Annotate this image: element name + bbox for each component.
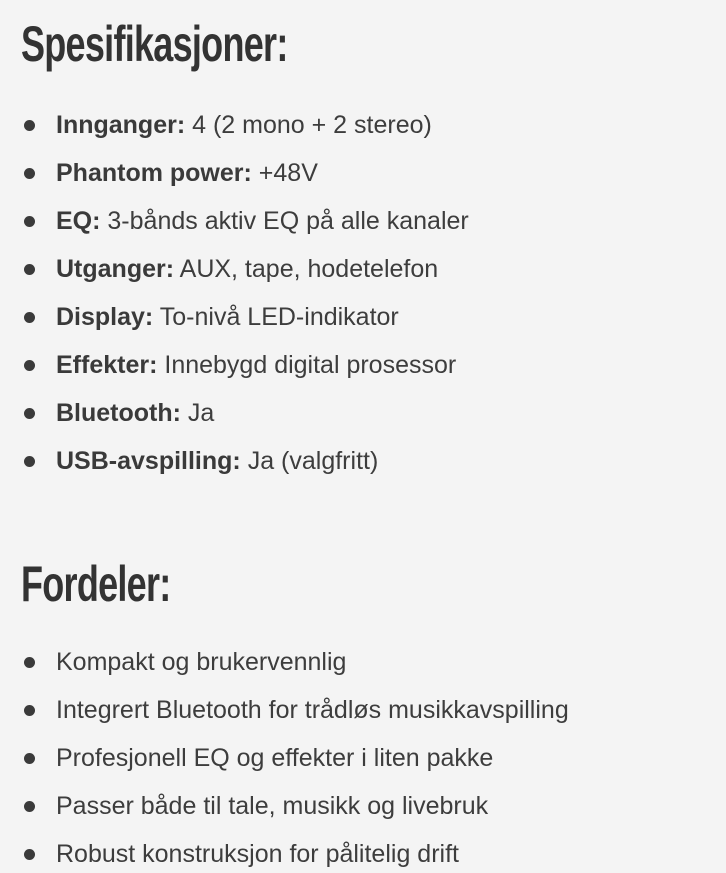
benefit-text: Kompakt og brukervennlig [56, 648, 347, 676]
bullet-icon [24, 849, 35, 860]
spec-value: Ja [187, 399, 215, 427]
benefit-item [0, 691, 726, 739]
bullet-icon [24, 753, 35, 764]
spec-label: Display: [56, 303, 154, 331]
bullet-icon [24, 657, 35, 668]
spec-label: Innganger: [56, 111, 186, 139]
benefit-text: Profesjonell EQ og effekter i liten pakke [56, 744, 494, 772]
bullet-icon [24, 801, 35, 812]
spec-label: EQ: [56, 207, 101, 235]
benefits-heading: Fordeler: [21, 556, 171, 612]
spec-value: Innebygd digital prosessor [164, 351, 457, 379]
spec-item-inputs [0, 106, 726, 154]
specifications-heading: Spesifikasjoner: [21, 16, 288, 72]
benefit-item [0, 835, 726, 873]
spec-item-outputs [0, 250, 726, 298]
spec-label: Effekter: [56, 351, 158, 379]
spec-value: To-nivå LED-indikator [159, 303, 399, 331]
spec-value: +48V [258, 159, 318, 187]
benefit-item [0, 643, 726, 691]
spec-item-usb-playback [0, 442, 726, 490]
spec-item-effects [0, 346, 726, 394]
bullet-icon [24, 312, 35, 323]
bullet-icon [24, 456, 35, 467]
spec-value: 4 (2 mono + 2 stereo) [192, 111, 432, 139]
benefit-item [0, 787, 726, 835]
spec-label: Phantom power: [56, 159, 252, 187]
spec-item-eq [0, 202, 726, 250]
benefit-text: Integrert Bluetooth for trådløs musikkavspilling [56, 696, 569, 724]
spec-item-display [0, 298, 726, 346]
bullet-icon [24, 168, 35, 179]
bullet-icon [24, 264, 35, 275]
bullet-icon [24, 360, 35, 371]
spec-label: USB-avspilling: [56, 447, 241, 475]
spec-item-bluetooth [0, 394, 726, 442]
benefit-text: Robust konstruksjon for pålitelig drift [56, 840, 459, 868]
spec-item-phantom-power [0, 154, 726, 202]
spec-label: Utganger: [56, 255, 175, 283]
benefits-list [0, 643, 726, 873]
spec-value: Ja (valgfritt) [247, 447, 379, 475]
benefit-text: Passer både til tale, musikk og livebruk [56, 792, 489, 820]
spec-label: Bluetooth: [56, 399, 181, 427]
bullet-icon [24, 705, 35, 716]
specifications-list [0, 106, 726, 490]
benefit-item [0, 739, 726, 787]
bullet-icon [24, 120, 35, 131]
bullet-icon [24, 216, 35, 227]
bullet-icon [24, 408, 35, 419]
spec-value: 3-bånds aktiv EQ på alle kanaler [107, 207, 469, 235]
spec-value: AUX, tape, hodetelefon [179, 255, 439, 283]
